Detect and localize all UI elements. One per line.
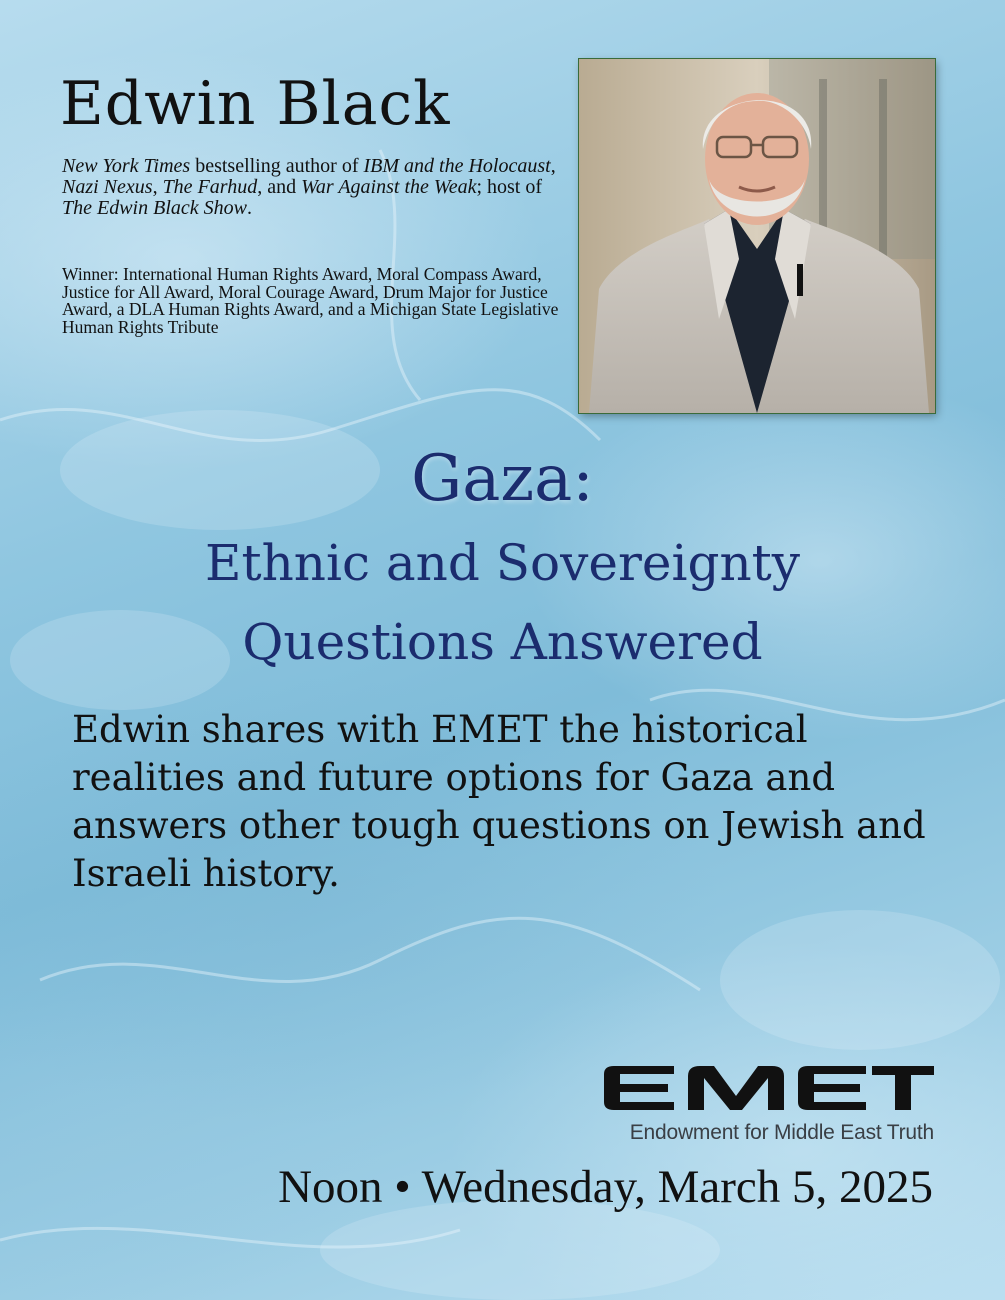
event-description: Edwin shares with EMET the historical realities and future options for Gaza and answers other tough questions on Jewish and Israeli history. [72,708,926,895]
organization-name: Endowment for Middle East Truth [629,1121,934,1144]
bio-italic-title: New York Times [62,155,191,177]
bio-text: , and [257,176,302,198]
event-subtitle-line-2: Questions Answered [242,613,763,671]
bio-italic-title: IBM and the Holocaust [363,155,551,177]
event-date-time: Noon • Wednesday, March 5, 2025 [278,1161,933,1213]
bio-text: . [246,197,252,219]
speaker-portrait [579,59,935,413]
bio-italic-title: The Edwin Black Show [62,197,247,219]
bio-italic-title: Nazi Nexus [62,176,153,198]
portrait-image [579,59,935,413]
emet-logo [604,1066,934,1110]
bio-italic-title: The Farhud [162,176,258,198]
speaker-awards: Winner: International Human Rights Award, Moral Compass Award, Justice for All Award, Moral Courage Award, Drum Major for Justice Award, a DLA Human Rights Award, and a Michigan State Legislative Human Rights Tribute [62,264,559,337]
bio-italic-title: War Against the Weak [301,176,477,198]
event-subtitle-line-1: Ethnic and Sovereignty [204,534,801,592]
event-title: Gaza: [411,442,594,516]
bio-text: , [550,155,556,177]
bio-text: bestselling author of [190,155,364,177]
speaker-name: Edwin Black [60,69,451,139]
speaker-bio [62,156,562,219]
bio-text: ; host of [476,176,543,198]
bio-text: , [152,176,163,198]
